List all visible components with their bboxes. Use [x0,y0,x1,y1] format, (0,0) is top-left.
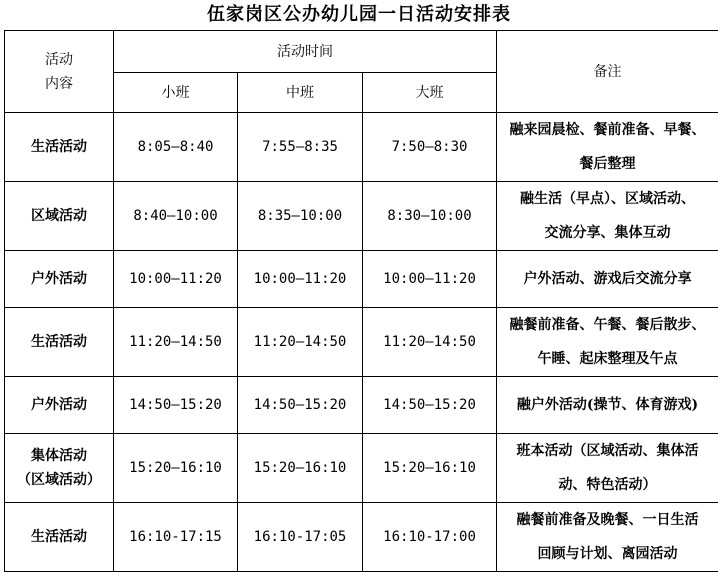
activity-cell [5,377,114,434]
small-class-header: 小班 [114,73,238,113]
small-class-time: 11:20—14:50 [114,308,238,377]
table-header-row [5,31,718,73]
large-class-time: 10:00—11:20 [363,251,497,308]
notes-line: 融餐前准备、午餐、餐后散步、 [509,317,706,333]
activity-cell [5,113,114,182]
notes-cell [497,377,718,434]
activity-cell [5,182,114,251]
activity-label: 集体活动 [31,448,87,464]
notes-line: 回顾与计划、离园活动 [537,546,678,562]
middle-class-time: 8:35—10:00 [238,182,363,251]
notes-cell [497,308,718,377]
notes-line: 午睡、起床整理及午点 [537,351,678,367]
small-class-time: 16:10-17:15 [114,503,238,572]
activity-label: 生活活动 [31,529,87,545]
notes-line: 户外活动、游戏后交流分享 [523,271,692,287]
small-class-time: 8:05—8:40 [114,113,238,182]
table-row [5,434,718,503]
notes-cell [497,503,718,572]
middle-class-time: 7:55—8:35 [238,113,363,182]
notes-cell [497,182,718,251]
notes-line: 融餐前准备及晚餐、一日生活 [516,512,699,528]
small-class-time: 10:00—11:20 [114,251,238,308]
middle-class-time: 10:00—11:20 [238,251,363,308]
large-class-time: 16:10-17:00 [363,503,497,572]
table-row [5,113,718,182]
notes-line: 融生活（早点）、区域活动、 [520,191,696,207]
table-row [5,503,718,572]
notes-line: 交流分享、集体互动 [544,225,671,241]
notes-cell [497,113,718,182]
large-class-time: 7:50—8:30 [363,113,497,182]
large-class-time: 8:30—10:00 [363,182,497,251]
activity-label: 户外活动 [31,271,87,287]
middle-class-time: 11:20—14:50 [238,308,363,377]
middle-class-header: 中班 [238,73,363,113]
large-class-time: 11:20—14:50 [363,308,497,377]
table-row [5,308,718,377]
notes-line: 融户外活动(操节、体育游戏) [516,397,699,413]
middle-class-time: 16:10-17:05 [238,503,363,572]
activity-label: 户外活动 [31,397,87,413]
time-column-header: 活动时间 [114,31,497,73]
schedule-body [5,113,718,572]
schedule-table [4,30,718,572]
activity-cell [5,308,114,377]
large-class-time: 14:50—15:20 [363,377,497,434]
activity-label: 生活活动 [31,139,87,155]
notes-line: 融来园晨检、餐前准备、早餐、 [509,122,706,138]
middle-class-time: 14:50—15:20 [238,377,363,434]
activity-cell [5,434,114,503]
notes-cell [497,251,718,308]
large-class-time: 15:20—16:10 [363,434,497,503]
middle-class-time: 15:20—16:10 [238,434,363,503]
small-class-time: 8:40—10:00 [114,182,238,251]
table-row [5,182,718,251]
activity-label: 区域活动 [31,208,87,224]
page-title: 伍家岗区公办幼儿园一日活动安排表 [207,4,511,25]
activity-column-header: 活动 内容 [5,31,114,113]
activity-label: （区域活动） [17,472,101,488]
large-class-header: 大班 [363,73,497,113]
table-row [5,377,718,434]
activity-label: 生活活动 [31,334,87,350]
notes-line: 餐后整理 [579,156,636,172]
notes-column-header: 备注 [497,31,718,113]
notes-cell [497,434,718,503]
activity-cell [5,251,114,308]
notes-line: 动、特色活动） [558,477,657,493]
small-class-time: 15:20—16:10 [114,434,238,503]
activity-cell [5,503,114,572]
table-row [5,251,718,308]
notes-line: 班本活动（区域活动、集体活 [516,443,699,459]
small-class-time: 14:50—15:20 [114,377,238,434]
